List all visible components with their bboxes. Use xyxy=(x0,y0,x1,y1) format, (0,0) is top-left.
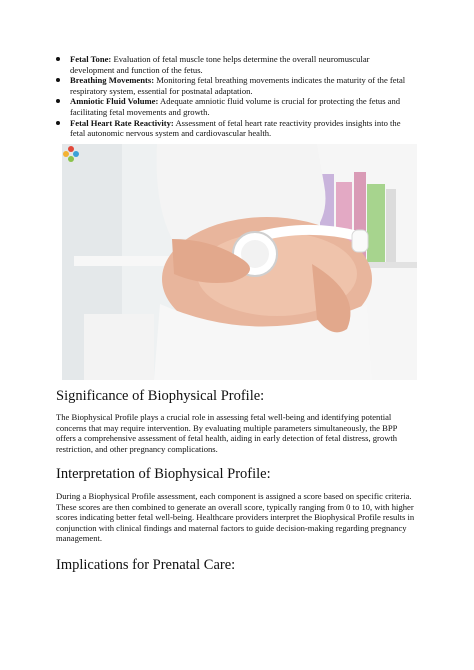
section-heading-significance: Significance of Biophysical Profile: xyxy=(56,388,265,404)
bullet-dot xyxy=(56,99,60,103)
bullet-dot xyxy=(56,57,60,61)
bullet-item xyxy=(56,118,416,139)
bullet-text: Evaluation of fetal muscle tone helps determine the overall neuromuscular development and function of the fetus. xyxy=(70,54,370,75)
bullet-label: Fetal Heart Rate Reactivity: xyxy=(70,117,174,128)
section-body-interpretation: During a Biophysical Profile assessment, each component is assigned a score based on specific criteria. These scores are then combined to generate an overall score, typically ranging from 0 to 10, with higher scores indicating better fetal well-being. Healthcare providers interpret the Biophysical Profile results in conjunction with clinical findings and maternal factors to guide decision-making regarding pregnancy management. xyxy=(56,491,415,544)
book-green xyxy=(367,184,385,262)
bullet-item xyxy=(56,54,416,75)
section-heading-interpretation: Interpretation of Biophysical Profile: xyxy=(56,466,271,482)
bullet-item xyxy=(56,96,416,117)
section-heading-implications: Implications for Prenatal Care: xyxy=(56,557,236,573)
bullet-text: Adequate amniotic fluid volume is crucial for protecting the fetus and facilitating fetal movements and growth. xyxy=(70,96,401,117)
bullet-dot xyxy=(56,121,60,125)
pregnancy-photo-illustration xyxy=(62,144,417,380)
component-bullet-list xyxy=(56,54,416,139)
pregnancy-photo xyxy=(62,144,417,380)
bullet-label: Amniotic Fluid Volume: xyxy=(70,96,159,107)
bullet-dot xyxy=(56,78,60,82)
bullet-label: Breathing Movements: xyxy=(70,75,155,86)
bullet-label: Fetal Tone: xyxy=(70,54,112,64)
bullet-text: Assessment of fetal heart rate reactivity provides insights into the fetal autonomic nervous system and cardiovascular health. xyxy=(70,117,401,139)
bullet-text: Monitoring fetal breathing movements indicates the maturity of the fetal respiratory system, essential for postnatal adaptation. xyxy=(70,75,406,96)
watermark-logo-icon xyxy=(62,145,80,163)
section-body-significance: The Biophysical Profile plays a crucial role in assessing fetal well-being and identifying potential concerns that may require intervention. By evaluating multiple parameters simultaneously, the BPP offers a comprehensive assessment of fetal health, aiding in early detection of fetal distress, growth restriction, and other pregnancy complications. xyxy=(56,412,398,454)
bullet-item xyxy=(56,75,416,96)
